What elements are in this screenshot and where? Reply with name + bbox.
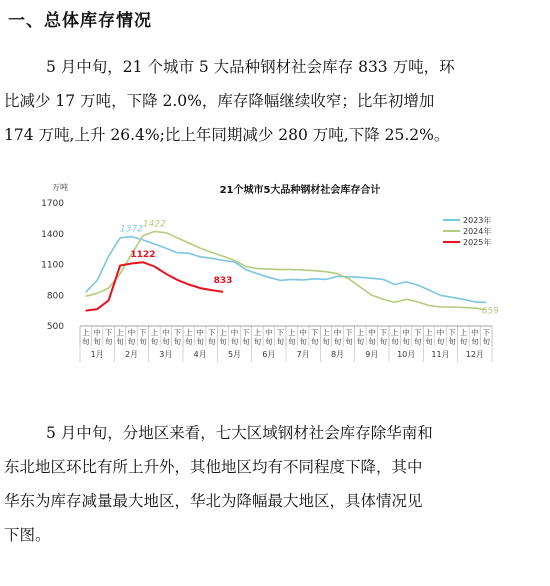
x-tick-label: 旬 [310,337,319,346]
x-tick-label: 中 [368,328,376,337]
x-tick-label: 旬 [150,337,159,346]
x-tick-label: 旬 [333,337,342,346]
x-month-label: 6月 [262,350,276,359]
x-tick-label: 旬 [345,337,353,346]
x-tick-label: 下 [276,328,285,337]
x-month-label: 10月 [397,350,416,359]
x-tick-label: 旬 [390,337,399,346]
x-tick-label: 下 [173,328,182,337]
paragraph-line: 174 万吨,上升 26.4%;比上年同期减少 280 万吨,下降 25.2%。 [4,126,450,144]
x-tick-label: 中 [333,328,342,337]
x-tick-label: 上 [116,328,124,337]
x-tick-label: 中 [162,328,170,337]
x-tick-label: 下 [104,328,113,337]
y-tick-label: 1400 [41,229,64,240]
x-tick-label: 下 [242,328,250,337]
x-tick-label: 旬 [139,337,147,346]
series-line-2025年 [86,262,223,310]
paragraph-regional [4,416,546,552]
x-tick-label: 上 [356,328,365,337]
x-tick-label: 中 [127,328,136,337]
paragraph-line: 比减少 17 万吨，下降 2.0%，库存降幅继续收窄；比年初增加 [4,92,435,110]
x-tick-label: 上 [184,328,193,337]
x-tick-label: 下 [379,328,388,337]
x-tick-label: 旬 [471,337,479,346]
x-tick-label: 中 [402,328,410,337]
x-tick-label: 旬 [196,337,204,346]
paragraph-line: 5 月中旬，21 个城市 5 大品种钢材社会库存 833 万吨，环 [46,58,455,76]
x-tick-label: 上 [219,328,227,337]
x-tick-label: 旬 [413,337,422,346]
x-tick-label: 旬 [162,337,170,346]
x-tick-label: 旬 [93,337,101,346]
section-heading: 一、总体库存情况 [8,11,152,31]
x-tick-label: 旬 [219,337,227,346]
x-tick-label: 旬 [356,337,365,346]
x-tick-label: 旬 [425,337,433,346]
data-label: 1422 [142,219,166,230]
x-tick-label: 旬 [265,337,273,346]
x-tick-label: 旬 [402,337,410,346]
data-label: 659 [481,306,499,317]
x-tick-label: 旬 [207,337,216,346]
x-tick-label: 下 [345,328,353,337]
x-tick-label: 旬 [184,337,193,346]
data-label: 1372 [120,224,143,235]
x-tick-label: 旬 [276,337,285,346]
x-month-label: 7月 [296,350,310,359]
x-tick-label: 下 [207,328,216,337]
x-tick-label: 上 [81,328,90,337]
chart-title: 21个城市5大品种钢材社会库存合计 [219,185,381,196]
x-month-label: 5月 [227,350,242,359]
y-axis-unit-label: 万吨 [52,183,68,192]
x-month-label: 9月 [365,350,379,359]
inventory-line-chart [0,180,550,390]
x-tick-label: 旬 [253,337,262,346]
x-tick-label: 上 [425,328,433,337]
x-tick-label: 上 [287,328,296,337]
x-month-label: 3月 [159,350,173,359]
x-tick-label: 上 [459,328,468,337]
x-tick-label: 旬 [436,337,445,346]
data-label: 833 [213,275,233,286]
x-tick-label: 下 [482,328,491,337]
x-month-label: 4月 [193,350,207,359]
x-tick-label: 旬 [173,337,182,346]
paragraph-summary [4,50,546,152]
y-tick-label: 1700 [41,199,64,209]
x-month-label: 1月 [90,350,104,359]
legend-label: 2024年 [463,227,492,236]
x-tick-label: 旬 [368,337,376,346]
x-tick-label: 中 [265,328,273,337]
x-tick-label: 上 [322,328,330,337]
x-tick-label: 上 [150,328,159,337]
x-tick-label: 中 [93,328,101,337]
y-tick-label: 500 [46,322,64,332]
x-tick-label: 旬 [379,337,388,346]
x-tick-label: 下 [139,328,147,337]
x-tick-label: 上 [390,328,399,337]
x-tick-label: 下 [448,328,456,337]
legend-label: 2025年 [463,238,492,247]
x-tick-label: 旬 [482,337,491,346]
paragraph-line: 5 月中旬，分地区来看，七大区域钢材社会库存除华南和 [46,424,433,442]
y-tick-label: 800 [46,291,64,302]
x-tick-label: 旬 [287,337,296,346]
x-tick-label: 中 [299,328,307,337]
x-month-label: 2月 [124,350,139,359]
x-month-label: 11月 [431,350,450,359]
paragraph-line: 东北地区环比有所上升外，其他地区均有不同程度下降，其中 [4,458,423,476]
x-tick-label: 中 [471,328,479,337]
x-tick-label: 下 [310,328,319,337]
x-tick-label: 旬 [448,337,456,346]
x-tick-label: 旬 [299,337,307,346]
x-tick-label: 旬 [322,337,330,346]
x-tick-label: 旬 [230,337,239,346]
paragraph-line: 华东为库存减量最大地区，华北为降幅最大地区，具体情况见 [4,492,423,510]
x-tick-label: 旬 [116,337,124,346]
x-tick-label: 旬 [81,337,90,346]
y-tick-label: 1100 [41,260,64,271]
data-label: 1122 [130,250,156,261]
x-month-label: 12月 [465,350,484,359]
x-tick-label: 中 [196,328,204,337]
legend-label: 2023年 [463,216,492,225]
x-tick-label: 旬 [104,337,113,346]
x-tick-label: 中 [436,328,445,337]
x-tick-label: 旬 [459,337,468,346]
x-month-label: 8月 [330,350,345,359]
x-tick-label: 旬 [242,337,250,346]
series-line-2024年 [86,232,487,310]
x-tick-label: 旬 [127,337,136,346]
x-tick-label: 上 [253,328,262,337]
x-tick-label: 下 [413,328,422,337]
x-tick-label: 中 [230,328,239,337]
paragraph-line: 下图。 [4,526,51,544]
